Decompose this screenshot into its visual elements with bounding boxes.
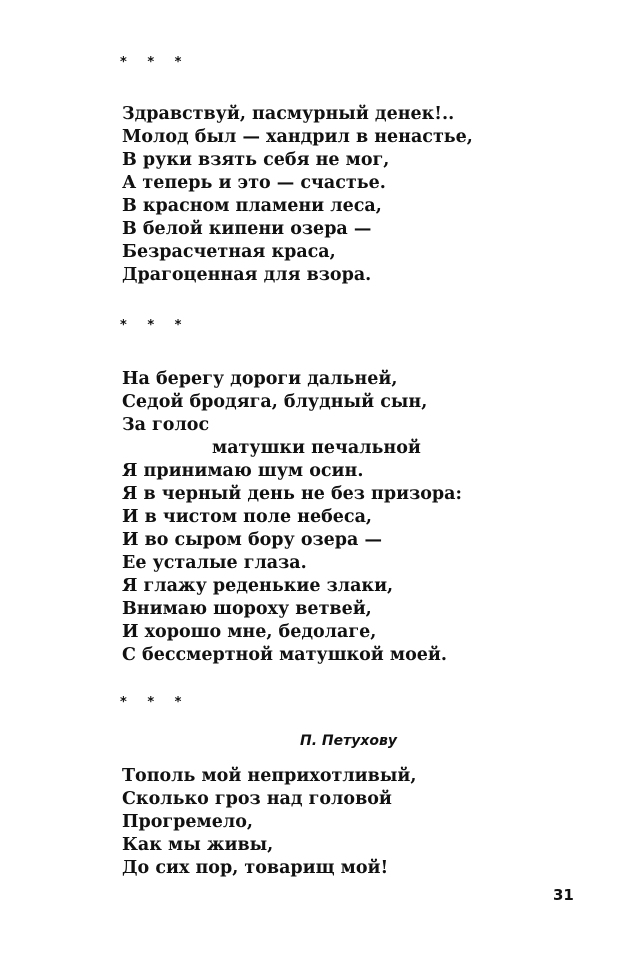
- poem2-line: Я в черный день не без призора:: [122, 484, 462, 504]
- poem3-dedication: П. Петухову: [300, 733, 397, 749]
- poem2-line: матушки печальной: [212, 438, 421, 458]
- poem2-line: И в чистом поле небеса,: [122, 507, 373, 527]
- poem1-line: В руки взять себя не мог,: [122, 150, 390, 170]
- poem2-line: На берегу дороги дальней,: [122, 369, 398, 389]
- poem2-line: Я принимаю шум осин.: [122, 461, 364, 481]
- poem2-separator: * * *: [120, 318, 190, 333]
- poem2: [122, 368, 462, 667]
- poem2-line: Седой бродяга, блудный сын,: [122, 392, 428, 412]
- poem1-line: Молод был — хандрил в ненастье,: [122, 127, 473, 147]
- poem3-separator: * * *: [120, 695, 190, 710]
- poem3-line: Прогремело,: [122, 812, 253, 832]
- poem2-line: Внимаю шороху ветвей,: [122, 599, 372, 619]
- poem1-line: Здравствуй, пасмурный денек!..: [122, 104, 455, 124]
- poem3-line: Сколько гроз над головой: [122, 789, 392, 809]
- poem1-line: В красном пламени леса,: [122, 196, 382, 216]
- poem2-line: И хорошо мне, бедолаге,: [122, 622, 377, 642]
- poem3: [122, 765, 416, 880]
- poem1-line: В белой кипени озера —: [122, 219, 372, 239]
- poem1: [122, 103, 473, 287]
- poem2-line: За голос: [122, 415, 210, 435]
- poem1-line: Драгоценная для взора.: [122, 265, 372, 285]
- poem1-separator: * * *: [120, 55, 190, 70]
- poem2-line: И во сыром бору озера —: [122, 530, 382, 550]
- poem2-line: С бессмертной матушкой моей.: [122, 645, 447, 665]
- poem1-line: Безрасчетная краса,: [122, 242, 336, 262]
- poem1-line: А теперь и это — счастье.: [122, 173, 386, 193]
- poem2-line: Ее усталые глаза.: [122, 553, 307, 573]
- page-number: 31: [553, 886, 574, 904]
- poem3-line: Тополь мой неприхотливый,: [122, 766, 417, 786]
- poem3-line: Как мы живы,: [122, 835, 274, 855]
- poem3-line: До сих пор, товарищ мой!: [122, 858, 389, 878]
- poem2-line: Я глажу реденькие злаки,: [122, 576, 394, 596]
